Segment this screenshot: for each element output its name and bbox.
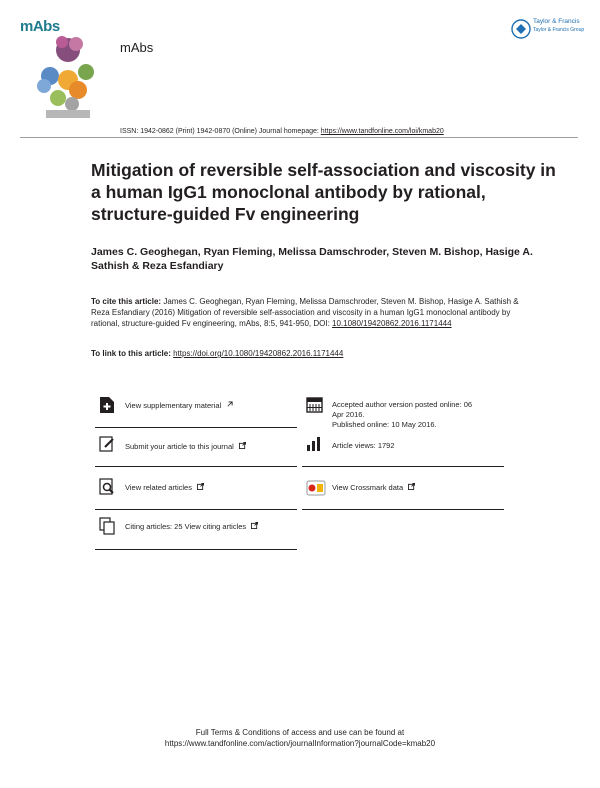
related-label: View related articles [125,483,192,492]
doi-link[interactable]: https://doi.org/10.1080/19420862.2016.1171444 [173,349,344,358]
cover-image [28,28,108,128]
footer [0,727,600,749]
supplementary-icon [99,396,115,414]
cite-text: James C. Geoghegan, Ryan Fleming, Melissa Damschroder, Steven M. Bishop, Hasige A. Sathish & Reza Esfandiary (2016) Mitigation of reversible self-association and viscosity in a human IgG1 monoclonal antibody by rational, structure-guided Fv engineering, mAbs, 8:5, 941-950, DOI: [91,297,519,328]
submit-icon [99,436,115,452]
citation-block [91,296,521,329]
article-views: Article views: 1792 [332,441,395,450]
divider [95,549,297,550]
external-link-icon [251,522,258,529]
external-link-icon [197,483,204,490]
divider [95,427,297,428]
related-articles-icon [99,478,115,496]
divider [95,466,297,467]
footer-terms-link[interactable]: https://www.tandfonline.com/action/journalInformation?journalCode=kmab20 [164,739,436,748]
citing-articles-icon [99,517,116,535]
submit-label: Submit your article to this journal [125,442,234,451]
divider [95,509,297,510]
publisher-logo-text: Taylor & Francis Taylor & Francis Group [533,18,585,33]
submit-article-link[interactable] [125,442,246,451]
calendar-icon [306,396,323,413]
journal-homepage-link[interactable]: https://www.tandfonline.com/loi/kmab20 [320,128,444,135]
link-label: To link to this article: [91,349,174,358]
external-link-icon [239,442,246,449]
article-authors: James C. Geoghegan, Ryan Fleming, Melissa Damschroder, Steven M. Bishop, Hasige A. Sathish & Reza Esfandiary [91,246,533,272]
crossmark-label: View Crossmark data [332,483,404,492]
published-date: Published online: 10 May 2016. [332,420,437,429]
cite-doi-link[interactable]: 10.1080/19420862.2016.1171444 [332,319,452,328]
issn-line [120,128,444,135]
citing-articles-link[interactable] [125,522,258,531]
footer-line1: Full Terms & Conditions of access and use can be found at [195,728,405,737]
accepted-date-line1: Accepted author version posted online: 06 [332,400,473,409]
divider [302,466,504,467]
header-divider [20,137,578,138]
supplementary-label: View supplementary material [125,401,222,410]
external-link-icon [226,401,233,408]
publication-dates [332,400,472,430]
crossmark-icon [306,480,326,496]
journal-logo: mAbs [20,18,60,35]
citing-label: Citing articles: 25 View citing articles [125,522,247,531]
view-related-link[interactable] [125,483,204,492]
divider [302,509,504,510]
bar-chart-icon [306,436,323,452]
view-supplementary-link[interactable] [125,401,233,410]
external-link-icon [408,483,415,490]
view-crossmark-link[interactable] [332,483,415,492]
article-title: Mitigation of reversible self-association and viscosity in a human IgG1 monoclonal antibody by rational, structure-guided Fv engineering [91,160,556,224]
link-line [91,349,343,358]
journal-name: mAbs [120,40,154,55]
cite-label: To cite this article: [91,297,162,306]
issn-text: ISSN: 1942-0862 (Print) 1942-0870 (Online) Journal homepage: [120,128,321,135]
accepted-date-line2: Apr 2016. [332,410,365,419]
